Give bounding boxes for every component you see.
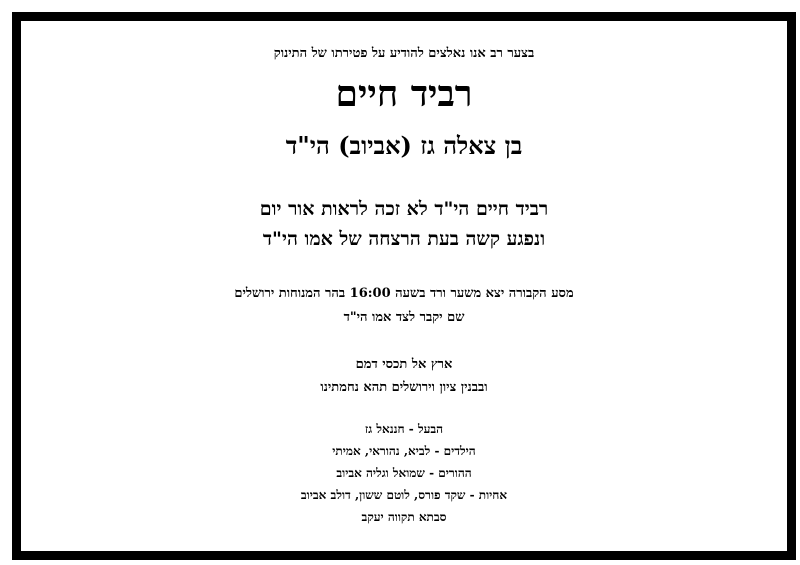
parent-line: בן צאלה גז (אביוב) הי"ד (285, 131, 523, 160)
family-line-children: הילדים - לביא, נהוראי, אמיתי (332, 444, 476, 458)
verse-line-1: ארץ אל תכסי דמם (355, 357, 453, 372)
story-line-2: ונפגע קשה בעת הרצחה של אמו הי"ד (262, 228, 546, 250)
deceased-name: רביד חיים (335, 73, 473, 115)
story-line-1: רביד חיים הי"ד לא זכה לראות אור יום (259, 198, 549, 220)
funeral-line-1: מסע הקבורה יצא משער ורד בשעה 16:00 בהר המנוחות ירושלים (234, 286, 574, 301)
notice-content (21, 21, 787, 551)
intro-text: בצער רב אנו נאלצים להודיע על פטירתו של התינוק (273, 46, 535, 61)
family-line-sisters: אחיות - שקד פורס, לוטם ששון, דולב אביוב (300, 488, 508, 502)
funeral-line-2: שם יקבר לצד אמו הי"ד (343, 310, 465, 325)
family-line-parents: ההורים - שמואל וגליה אביוב (336, 466, 472, 480)
family-line-husband: הבעל - חננאל גז (364, 422, 444, 436)
verse-line-2: ובבנין ציון וירושלים תהא נחמתינו (320, 380, 488, 395)
notice-frame (12, 12, 796, 560)
family-line-grandmother: סבתא תקווה יעקב (361, 510, 447, 524)
